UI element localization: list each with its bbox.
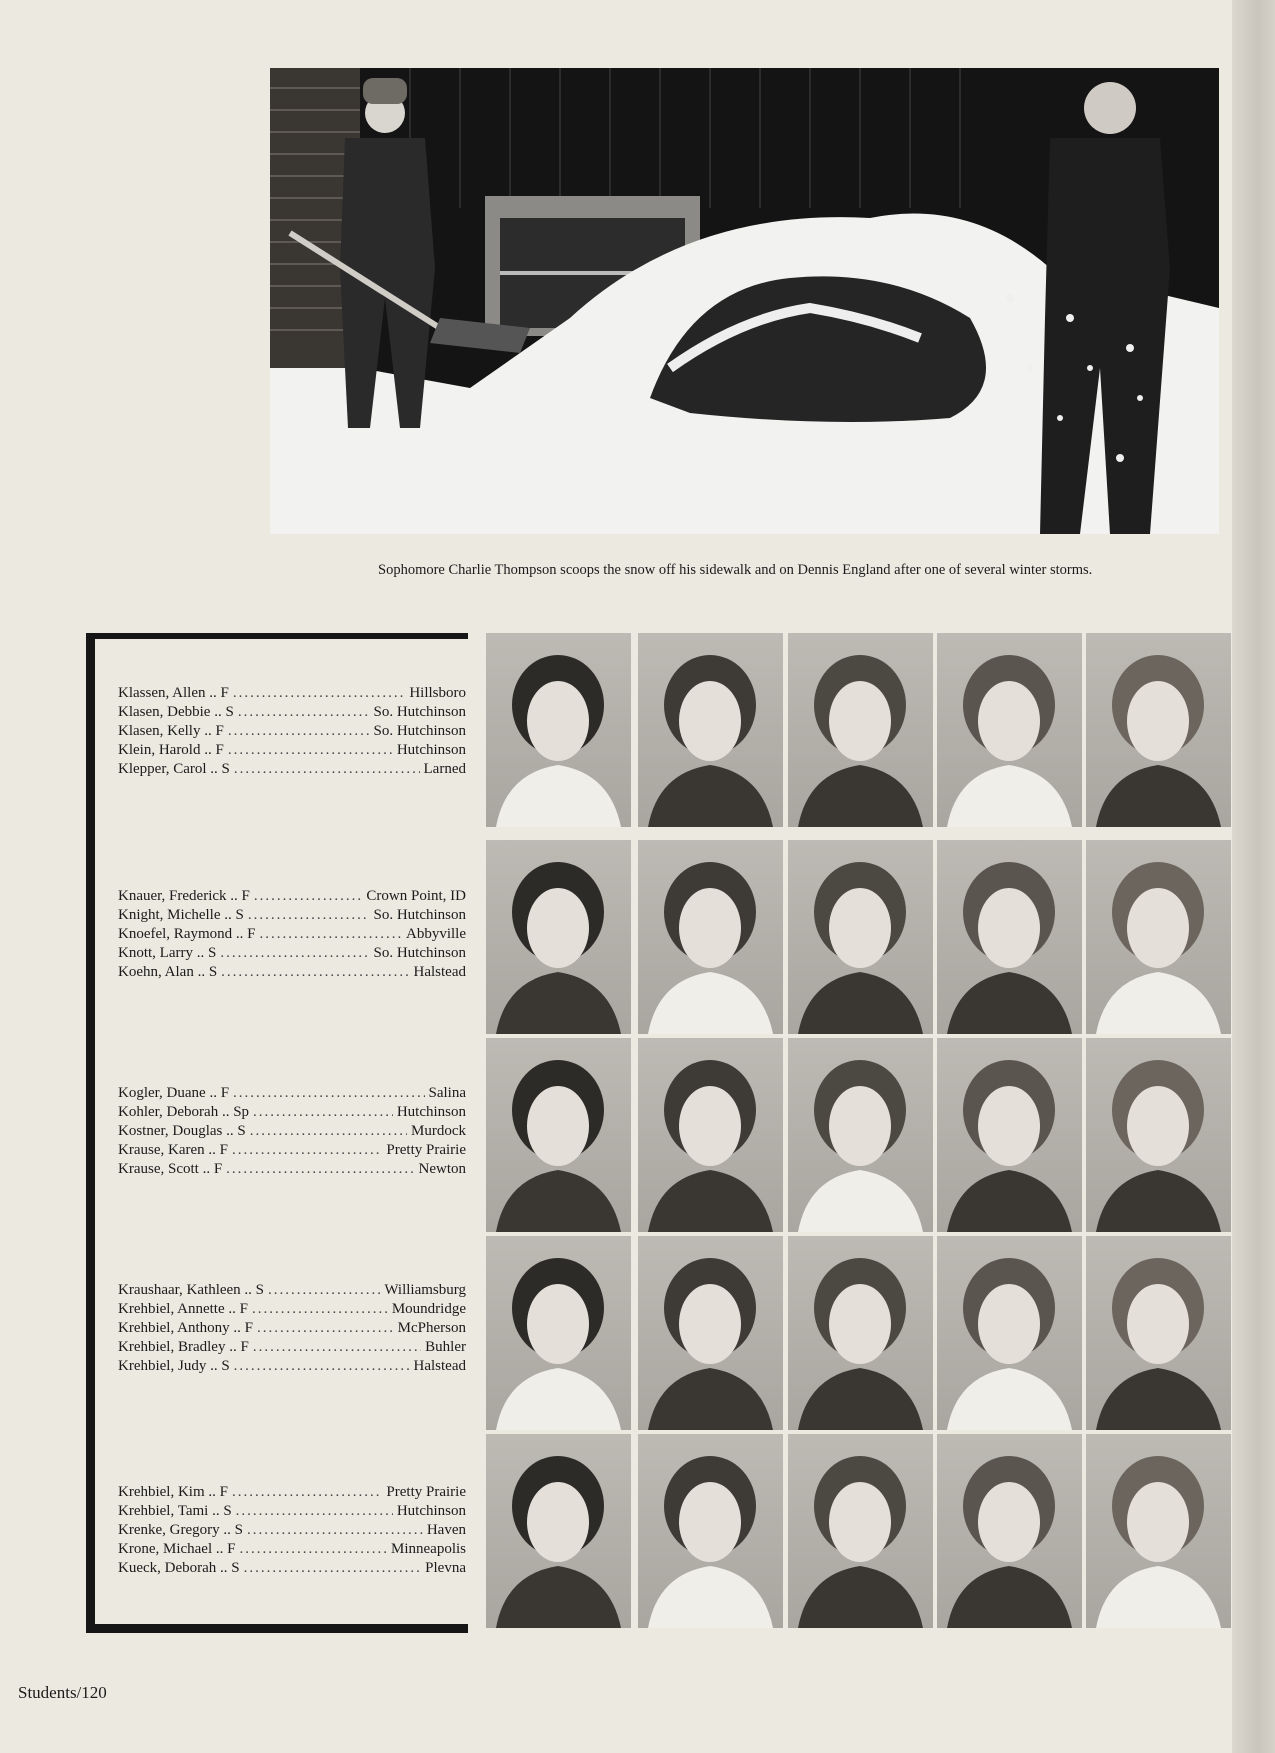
student-name: Krause, Karen .. F: [118, 1141, 228, 1158]
portrait-shoulders: [648, 972, 773, 1034]
portrait-shoulders: [798, 1368, 923, 1430]
student-portrait: [937, 1434, 1082, 1628]
portrait-shoulders: [798, 1566, 923, 1628]
portrait-figure: [788, 840, 933, 1034]
leader-dots: [232, 1141, 382, 1160]
leader-dots: [248, 906, 370, 925]
name-entry: [118, 1319, 466, 1338]
portrait-shoulders: [947, 1566, 1072, 1628]
name-entry: [118, 906, 466, 925]
student-portrait: [638, 1236, 783, 1430]
leader-dots: [234, 1357, 410, 1376]
name-group: [118, 1084, 466, 1179]
leader-dots: [228, 722, 370, 741]
portrait-shoulders: [496, 765, 621, 827]
student-portrait: [486, 1038, 631, 1232]
portrait-face: [527, 1482, 589, 1562]
portrait-shoulders: [798, 765, 923, 827]
student-hometown: Murdock: [411, 1122, 466, 1139]
student-hometown: Newton: [418, 1160, 466, 1177]
student-name: Kostner, Douglas .. S: [118, 1122, 246, 1139]
portrait-face: [829, 888, 891, 968]
portrait-grid: [486, 633, 1231, 1633]
student-name: Kueck, Deborah .. S: [118, 1559, 240, 1576]
portrait-face: [1127, 1482, 1189, 1562]
student-portrait: [638, 1434, 783, 1628]
student-portrait: [486, 1236, 631, 1430]
name-entry: [118, 760, 466, 779]
portrait-face: [829, 1284, 891, 1364]
student-hometown: Hutchinson: [396, 741, 466, 758]
student-name: Krause, Scott .. F: [118, 1160, 223, 1177]
portrait-figure: [1086, 1038, 1231, 1232]
leader-dots: [268, 1281, 380, 1300]
name-entry: [118, 684, 466, 703]
portrait-figure: [638, 1236, 783, 1430]
portrait-shoulders: [648, 1368, 773, 1430]
student-hometown: Pretty Prairie: [386, 1484, 466, 1500]
student-portrait: [788, 840, 933, 1034]
leader-dots: [226, 1160, 414, 1179]
portrait-face: [829, 1086, 891, 1166]
portrait-figure: [788, 633, 933, 827]
student-hometown: Halstead: [413, 1357, 466, 1374]
name-group: [118, 1483, 466, 1578]
name-entry: [118, 1122, 466, 1141]
portrait-face: [1127, 888, 1189, 968]
leader-dots: [228, 741, 393, 760]
student-portrait: [788, 633, 933, 827]
student-hometown: So. Hutchinson: [373, 944, 466, 961]
portrait-face: [527, 1284, 589, 1364]
student-hometown: Salina: [428, 1085, 466, 1101]
student-name: Krehbiel, Bradley .. F: [118, 1338, 249, 1355]
portrait-figure: [638, 1038, 783, 1232]
portrait-shoulders: [648, 765, 773, 827]
portrait-figure: [937, 1236, 1082, 1430]
name-entry: [118, 741, 466, 760]
portrait-shoulders: [798, 1170, 923, 1232]
student-name: Klepper, Carol .. S: [118, 760, 230, 777]
student-name: Knott, Larry .. S: [118, 944, 217, 961]
student-hometown: Pretty Prairie: [386, 1141, 466, 1158]
student-portrait: [1086, 1434, 1231, 1628]
student-hometown: Hutchinson: [396, 1502, 466, 1519]
name-entry: [118, 1084, 466, 1103]
student-name: Knauer, Frederick .. F: [118, 888, 250, 904]
portrait-figure: [1086, 633, 1231, 827]
student-hometown: So. Hutchinson: [373, 906, 466, 923]
portrait-figure: [638, 633, 783, 827]
portrait-shoulders: [496, 1368, 621, 1430]
student-hometown: Halstead: [413, 963, 466, 980]
student-name: Kohler, Deborah .. Sp: [118, 1103, 250, 1120]
student-name: Krone, Michael .. F: [118, 1540, 236, 1557]
leader-dots: [232, 1483, 382, 1502]
name-entry: [118, 1521, 466, 1540]
portrait-face: [978, 681, 1040, 761]
page-folio: Students/120: [18, 1683, 107, 1702]
name-entry: [118, 722, 466, 741]
student-hometown: Hutchinson: [396, 1103, 466, 1120]
portrait-face: [679, 681, 741, 761]
name-entry: [118, 1281, 466, 1300]
portrait-figure: [937, 1434, 1082, 1628]
leader-dots: [244, 1559, 422, 1578]
student-hometown: Williamsburg: [384, 1282, 466, 1298]
portrait-figure: [638, 1434, 783, 1628]
leader-dots: [257, 1319, 394, 1338]
name-entry: [118, 703, 466, 722]
portrait-shoulders: [496, 1170, 621, 1232]
student-portrait: [1086, 1236, 1231, 1430]
student-portrait: [788, 1236, 933, 1430]
leader-dots: [233, 1084, 424, 1103]
student-hometown: So. Hutchinson: [373, 722, 466, 739]
portrait-figure: [486, 1434, 631, 1628]
portrait-figure: [937, 633, 1082, 827]
student-portrait: [638, 633, 783, 827]
student-name: Kogler, Duane .. F: [118, 1085, 230, 1101]
portrait-figure: [486, 633, 631, 827]
student-portrait: [937, 1236, 1082, 1430]
student-hometown: Minneapolis: [391, 1540, 466, 1557]
portrait-face: [978, 1086, 1040, 1166]
leader-dots: [247, 1521, 423, 1540]
leader-dots: [254, 887, 363, 906]
student-hometown: McPherson: [397, 1319, 466, 1336]
portrait-face: [527, 1086, 589, 1166]
portrait-figure: [486, 840, 631, 1034]
leader-dots: [252, 1300, 388, 1319]
student-portrait: [937, 1038, 1082, 1232]
portrait-shoulders: [648, 1170, 773, 1232]
student-portrait: [486, 1434, 631, 1628]
portrait-figure: [486, 1236, 631, 1430]
name-group: [118, 887, 466, 982]
leader-dots: [253, 1103, 393, 1122]
portrait-figure: [788, 1236, 933, 1430]
student-hometown: Abbyville: [406, 925, 466, 942]
leader-dots: [239, 1540, 387, 1559]
student-hometown: Haven: [426, 1521, 466, 1538]
student-portrait: [937, 840, 1082, 1034]
student-hometown: Plevna: [425, 1559, 466, 1576]
name-entry: [118, 1483, 466, 1502]
name-entry: [118, 1559, 466, 1578]
portrait-face: [978, 888, 1040, 968]
portrait-figure: [486, 1038, 631, 1232]
student-name: Krehbiel, Tami .. S: [118, 1502, 232, 1519]
portrait-figure: [1086, 1434, 1231, 1628]
page-edge-shadow: [1232, 0, 1275, 1753]
portrait-shoulders: [1096, 765, 1221, 827]
portrait-face: [1127, 1086, 1189, 1166]
name-entry: [118, 1300, 466, 1319]
portrait-shoulders: [798, 972, 923, 1034]
student-portrait: [486, 840, 631, 1034]
student-portrait: [937, 633, 1082, 827]
name-entry: [118, 1502, 466, 1521]
name-entry: [118, 1160, 466, 1179]
portrait-shoulders: [1096, 1170, 1221, 1232]
student-portrait: [788, 1434, 933, 1628]
student-hometown: Buhler: [425, 1338, 466, 1355]
student-portrait: [486, 633, 631, 827]
leader-dots: [221, 963, 409, 982]
portrait-shoulders: [947, 765, 1072, 827]
student-name: Krehbiel, Annette .. F: [118, 1300, 248, 1317]
portrait-figure: [937, 1038, 1082, 1232]
student-portrait: [1086, 840, 1231, 1034]
portrait-figure: [638, 840, 783, 1034]
student-portrait: [1086, 633, 1231, 827]
student-name: Klasen, Debbie .. S: [118, 703, 234, 720]
leader-dots: [238, 703, 370, 722]
student-name: Koehn, Alan .. S: [118, 963, 218, 980]
name-entry: [118, 1540, 466, 1559]
portrait-shoulders: [1096, 1368, 1221, 1430]
portrait-face: [829, 1482, 891, 1562]
student-portrait: [788, 1038, 933, 1232]
name-entry: [118, 925, 466, 944]
name-entry: [118, 1338, 466, 1357]
portrait-shoulders: [496, 1566, 621, 1628]
student-hometown: Crown Point, ID: [366, 888, 466, 904]
student-portrait: [638, 1038, 783, 1232]
portrait-face: [1127, 681, 1189, 761]
name-group: [118, 1281, 466, 1376]
portrait-face: [978, 1482, 1040, 1562]
student-name: Knoefel, Raymond .. F: [118, 925, 256, 942]
leader-dots: [233, 684, 405, 703]
portrait-face: [1127, 1284, 1189, 1364]
student-name: Klein, Harold .. F: [118, 741, 224, 758]
leader-dots: [234, 760, 420, 779]
student-name: Kraushaar, Kathleen .. S: [118, 1282, 265, 1298]
leader-dots: [220, 944, 369, 963]
name-entry: [118, 944, 466, 963]
student-hometown: Larned: [423, 760, 466, 777]
portrait-shoulders: [496, 972, 621, 1034]
leader-dots: [236, 1502, 393, 1521]
student-name: Krehbiel, Kim .. F: [118, 1484, 228, 1500]
student-name: Klassen, Allen .. F: [118, 685, 229, 701]
student-name: Krehbiel, Judy .. S: [118, 1357, 230, 1374]
name-group: [118, 684, 466, 779]
name-entry: [118, 887, 466, 906]
portrait-face: [679, 1482, 741, 1562]
student-portrait: [1086, 1038, 1231, 1232]
leader-dots: [253, 1338, 421, 1357]
portrait-shoulders: [947, 1368, 1072, 1430]
student-hometown: Moundridge: [391, 1300, 466, 1317]
portrait-face: [829, 681, 891, 761]
student-name: Klasen, Kelly .. F: [118, 722, 224, 739]
student-name: Knight, Michelle .. S: [118, 906, 244, 923]
portrait-figure: [1086, 1236, 1231, 1430]
portrait-figure: [788, 1434, 933, 1628]
portrait-shoulders: [947, 1170, 1072, 1232]
portrait-face: [679, 1284, 741, 1364]
photo-caption: Sophomore Charlie Thompson scoops the snow off his sidewalk and on Dennis England after one of several winter storms.: [378, 562, 1093, 578]
portrait-figure: [1086, 840, 1231, 1034]
leader-dots: [259, 925, 402, 944]
portrait-face: [527, 888, 589, 968]
name-entry: [118, 963, 466, 982]
portrait-face: [978, 1284, 1040, 1364]
name-entry: [118, 1141, 466, 1160]
student-hometown: Hillsboro: [409, 685, 466, 701]
portrait-shoulders: [1096, 1566, 1221, 1628]
portrait-face: [527, 681, 589, 761]
portrait-shoulders: [648, 1566, 773, 1628]
portrait-figure: [788, 1038, 933, 1232]
portrait-face: [679, 1086, 741, 1166]
student-name: Krenke, Gregory .. S: [118, 1521, 243, 1538]
snow-photo: [270, 68, 1219, 534]
leader-dots: [250, 1122, 407, 1141]
name-entry: [118, 1357, 466, 1376]
portrait-face: [679, 888, 741, 968]
portrait-shoulders: [1096, 972, 1221, 1034]
student-name: Krehbiel, Anthony .. F: [118, 1319, 253, 1336]
student-hometown: So. Hutchinson: [373, 703, 466, 720]
name-entry: [118, 1103, 466, 1122]
portrait-figure: [937, 840, 1082, 1034]
portrait-shoulders: [947, 972, 1072, 1034]
student-portrait: [638, 840, 783, 1034]
